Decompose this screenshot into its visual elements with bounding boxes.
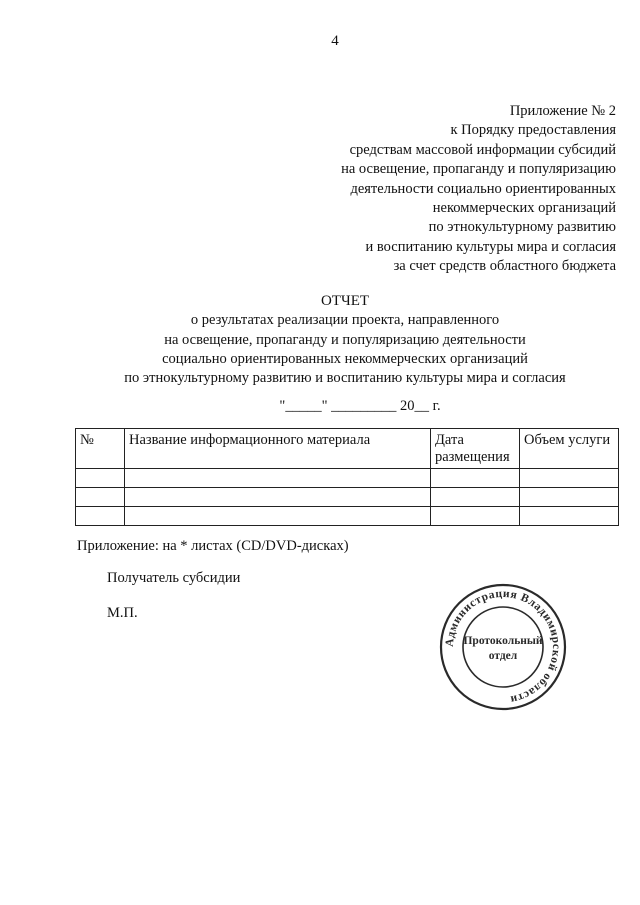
table-cell <box>520 488 619 507</box>
appendix-line: средствам массовой информации субсидий <box>349 141 616 158</box>
table-cell <box>520 507 619 526</box>
appendix-line: и воспитанию культуры мира и согласия <box>365 238 616 255</box>
report-date-line: "_____" _________ 20__ г. <box>279 398 441 414</box>
seal-place-label: М.П. <box>107 605 138 621</box>
table-cell <box>125 507 431 526</box>
stamp-graphic <box>438 582 568 712</box>
report-subtitle-line: социально ориентированных некоммерческих организаций <box>162 350 528 367</box>
table-cell <box>76 469 125 488</box>
report-table <box>75 428 612 526</box>
attachment-note: Приложение: на * листах (CD/DVD-дисках) <box>77 538 349 554</box>
report-subtitle-line: по этнокультурному развитию и воспитанию культуры мира и согласия <box>124 370 566 387</box>
table-cell <box>125 488 431 507</box>
table-cell <box>431 488 520 507</box>
appendix-line: некоммерческих организаций <box>432 200 616 217</box>
stamp-center-text: отдел <box>488 650 518 662</box>
stamp-center-text: Протокольный <box>463 635 543 647</box>
table-cell <box>520 469 619 488</box>
table-cell <box>431 469 520 488</box>
table-row <box>76 507 619 526</box>
subsidy-recipient-label: Получатель субсидии <box>107 570 241 586</box>
header-number: № <box>76 429 125 469</box>
appendix-header <box>256 102 616 277</box>
page-number: 4 <box>331 33 339 49</box>
report-subtitle-line: о результатах реализации проекта, направленного <box>190 312 500 329</box>
stamp-inner-ring <box>463 607 543 687</box>
official-stamp <box>438 582 568 712</box>
header-placement-date: Дата размещения <box>431 429 520 469</box>
report-title: ОТЧЕТ <box>320 293 370 309</box>
appendix-line: к Порядку предоставления <box>450 122 616 139</box>
stamp-outer-ring <box>441 585 565 709</box>
table-cell <box>431 507 520 526</box>
report-heading <box>75 292 615 388</box>
table-cell <box>125 469 431 488</box>
appendix-line: по этнокультурному развитию <box>428 219 616 236</box>
table-cell <box>76 507 125 526</box>
appendix-line: за счет средств областного бюджета <box>393 258 616 275</box>
header-service-volume: Объем услуги <box>520 429 619 469</box>
table-cell <box>76 488 125 507</box>
appendix-line: на освещение, пропаганду и популяризацию <box>341 161 616 178</box>
stamp-ring-text: Администрация Владимирской области <box>443 587 563 706</box>
header-material-name: Название информационного материала <box>125 429 431 469</box>
table-header-row <box>76 429 619 469</box>
appendix-line: деятельности социально ориентированных <box>350 180 616 197</box>
appendix-line: Приложение № 2 <box>509 103 616 119</box>
table-row <box>76 488 619 507</box>
table-row <box>76 469 619 488</box>
report-subtitle-line: на освещение, пропаганду и популяризацию деятельности <box>164 331 526 348</box>
